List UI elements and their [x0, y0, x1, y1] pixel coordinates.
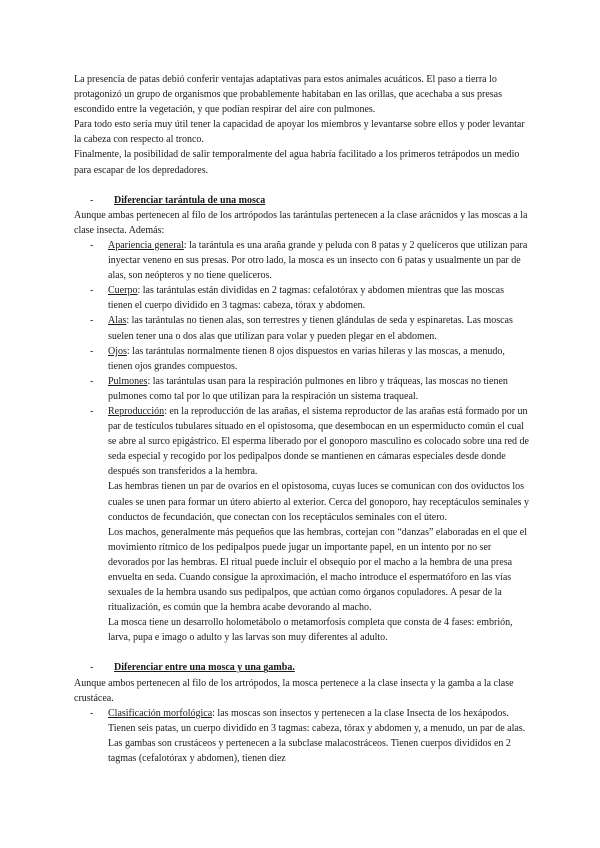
list-item	[74, 283, 530, 313]
intro-paragraph-1: La presencia de patas debió conferir ventajas adaptativas para estos animales acuáticos. El paso a tierra lo protagonizó un grupo de organismos que probablemente habitaban en las orillas, que acechaba a sus presas escondido entre la vegetación, y que podían respirar del aire con pulmones.	[74, 74, 503, 116]
item-text: : las tarántulas están divididas en 2 tagmas: cefalotórax y abdomen mientras que las moscas tienen el cuerpo dividido en 3 tagmas: cabeza, tórax y abdomen.	[108, 285, 505, 312]
item-text: : las tarántulas no tienen alas, son terrestres y tienen glándulas de seda y espinaretas. Las moscas suelen tener una o dos alas que utilizan para volar y pueden plegar en el abdomen.	[108, 315, 513, 342]
bullet-dash: -	[90, 405, 94, 417]
item-term: Ojos	[108, 345, 127, 357]
item-term: Cuerpo	[108, 285, 138, 297]
list-item	[74, 404, 530, 479]
section1-list	[74, 238, 530, 480]
list-item	[74, 374, 530, 404]
item-term: Pulmones	[108, 375, 148, 387]
list-item	[74, 344, 530, 374]
item-text: : en la reproducción de las arañas, el sistema reproductor de las arañas está formado por un par de testículos tubulares situado en el opistosoma, que desembocan en un espermiducto común el cual se abre al surco epigástrico. El esperma liberado por el gonoporo masculino es colocado sobre una red de seda especial y recogido por los pedipalpos donde se mantienen en cámaras especiales desde donde después son transferidos a la hembra.	[108, 405, 529, 478]
heading-dash: -	[90, 662, 94, 674]
item-text: : la tarántula es una araña grande y peluda con 8 patas y 2 quelíceros que utilizan para inyectar veneno en sus presas. Por otro lado, la mosca es un insecto con 6 patas y usualmente un par de alas, son neópteros y no tiene quelíceros.	[108, 239, 528, 282]
section2-intro: Aunque ambos pertenecen al filo de los artrópodos, la mosca pertenece a la clase insecta y la gamba a la clase crustácea.	[74, 677, 514, 704]
reproduction-males-paragraph: Los machos, generalmente más pequeños que las hembras, cortejan con “danzas” elaboradas en el que el movimiento rítmico de los pedipalpos puede jugar un importante papel, en un intento por no ser devorados por las hembras. El ritual puede incluir el obsequio por el macho a la hembra de una presa envuelta en seda. Cuando consigue la aproximación, el macho introduce el espermatóforo en las vías sexuales de la hembra usando sus pedipalpos, que actúan como órganos copuladores. A pesar de la ritualización, es común que la hembra acabe devorando al macho.	[108, 526, 527, 614]
item-text: : las tarántulas normalmente tienen 8 ojos dispuestos en varias hileras y las moscas, a menudo, tienen ojos grandes compuestos.	[108, 345, 505, 372]
bullet-dash: -	[90, 707, 94, 719]
item-term: Apariencia general	[108, 239, 184, 251]
bullet-dash: -	[90, 345, 94, 357]
bullet-dash: -	[90, 375, 94, 387]
item-term: Reproducción	[108, 405, 165, 417]
heading-text: Diferenciar entre una mosca y una gamba.	[114, 662, 295, 674]
section1-intro: Aunque ambas pertenecen al filo de los artrópodos las tarántulas pertenecen a la clase arácnidos y las moscas a la clase insecta. Además:	[74, 209, 528, 236]
section-heading-tarantula-mosca	[74, 193, 530, 208]
document-page	[74, 72, 530, 766]
section-heading-mosca-gamba	[74, 660, 530, 675]
heading-dash: -	[90, 194, 94, 206]
reproduction-females-paragraph: Las hembras tienen un par de ovarios en el opistosoma, cuyas luces se comunican con dos oviductos los cuales se unen para formar un útero abierto al exterior. Cerca del gonoporo, hay receptáculos seminales y conductos de fecundación, que conectan con los receptáculos seminales con el útero.	[108, 481, 529, 523]
section2-list	[74, 706, 530, 766]
bullet-dash: -	[90, 285, 94, 297]
list-item	[74, 313, 530, 343]
list-item	[74, 706, 530, 766]
item-text: : las moscas son insectos y pertenecen a la clase Insecta de los hexápodos. Tienen seis patas, un cuerpo dividido en 3 tagmas: cabeza, tórax y abdomen y, a menudo, un par de alas. Las gambas son crustáceos y pertenecen a la subclase malacostráceos. Tienen cuerpos divididos en 2 tagmas (cefalotórax y abdomen), tienen diez	[108, 707, 526, 765]
fly-development-paragraph: La mosca tiene un desarrollo holometábolo o metamorfosis completa que consta de 4 fases: embrión, larva, pupa e imago o adulto y las larvas son muy diferentes al adulto.	[108, 617, 513, 644]
list-item	[74, 238, 530, 283]
item-term: Clasificación morfológica	[108, 707, 213, 719]
intro-paragraph-3: Finalmente, la posibilidad de salir temporalmente del agua habría facilitado a los primeros tetrápodos un medio para escapar de los depredadores.	[74, 149, 520, 176]
bullet-dash: -	[90, 239, 94, 251]
intro-paragraph-2: Para todo esto sería muy útil tener la capacidad de apoyar los miembros y levantarse sobre ellos y poder levantar la cabeza con respecto al tronco.	[74, 119, 525, 146]
heading-text: Diferenciar tarántula de una mosca	[114, 194, 266, 206]
item-text: : las tarántulas usan para la respiración pulmones en libro y tráqueas, las moscas no tienen pulmones como tal por lo que utilizan para la respiración un sistema traqueal.	[108, 375, 508, 402]
bullet-dash: -	[90, 315, 94, 327]
item-term: Alas	[108, 315, 127, 327]
